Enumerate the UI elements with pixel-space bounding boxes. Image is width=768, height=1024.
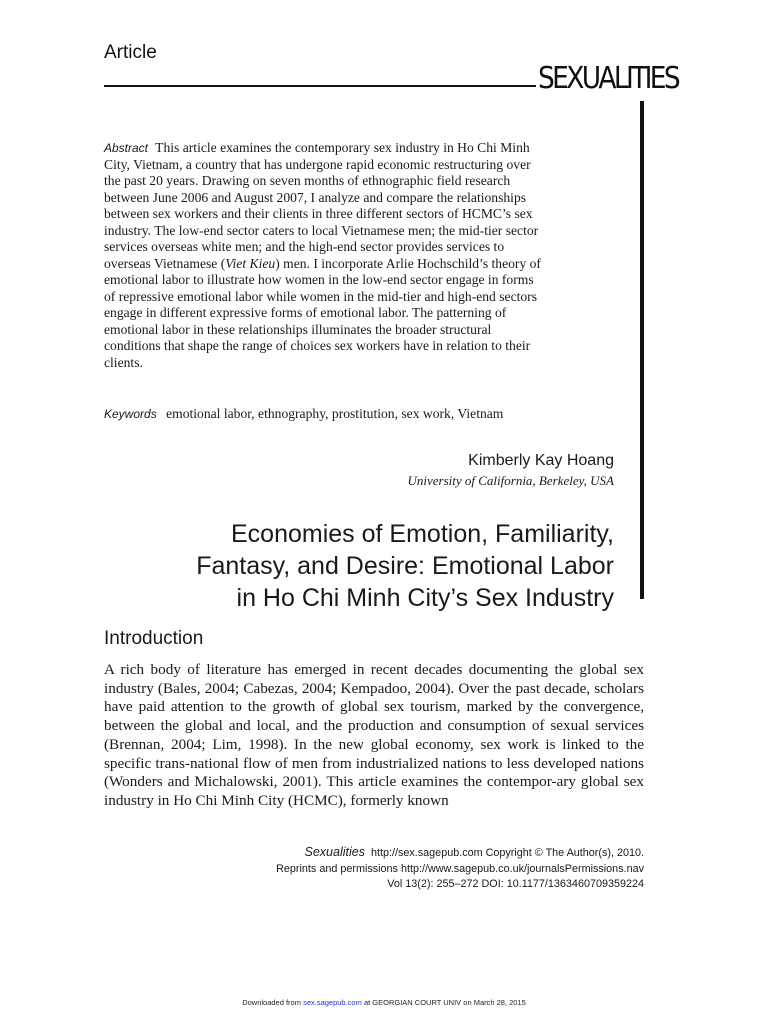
citation-line: Vol 13(2): 255–272 DOI: 10.1177/1363460709359224 xyxy=(387,878,644,890)
citation-journal: Sexualities xyxy=(304,845,365,859)
footer-prefix: Downloaded from xyxy=(242,998,304,1007)
citation-line: http://sex.sagepub.com Copyright © The Author(s), 2010. xyxy=(370,847,644,859)
introduction-body: A rich body of literature has emerged in recent decades documenting the global sex industry (Bales, 2004; Cabezas, 2004; Kempadoo, 2004). Over the past decade, scholars have paid attention to the growth of global sex tourism, marked by the convergence, between the global and local, and the production and consumption of sexual services (Brennan, 2004; Lim, 1998). In the new global economy, sex work is linked to the specific trans-national flow of men from industrialized nations to less developed nations (Wonders and Michalowski, 2001). This article examines the contempor-ary global sex industry in Ho Chi Minh City (HCMC), formerly known xyxy=(104,661,644,809)
abstract-text: This article examines the contemporary sex industry in Ho Chi Minh City, Vietnam, a country that has undergone rapid economic restructuring over the past 20 years. Drawing on seven months of ethnographic field research between June 2006 and August 2007, I analyze and compare the relationships between sex workers and their clients in three different sectors of HCMC’s sex industry. The low-end sector caters to local Vietnamese men; the mid-tier sector services overseas white men; and the high-end sector provides services to overseas Vietnamese ( xyxy=(104,140,539,271)
keywords xyxy=(104,406,544,423)
journal-logo xyxy=(536,50,686,102)
author-name: Kimberly Kay Hoang xyxy=(468,452,614,469)
author-affiliation: University of California, Berkeley, USA xyxy=(407,473,614,488)
abstract-label: Abstract xyxy=(104,141,149,155)
citation-line: Reprints and permissions http://www.sagepub.co.uk/journalsPermissions.nav xyxy=(276,862,644,875)
keywords-text: emotional labor, ethnography, prostitution, sex work, Vietnam xyxy=(166,406,504,421)
title-line: in Ho Chi Minh City’s Sex Industry xyxy=(236,584,614,612)
abstract-text-after: ) men. I incorporate Arlie Hochschild’s theory of emotional labor to illustrate how women in the low-end sector engage in forms of repressive emotional labor while women in the mid-tier and high-end sectors engage in different expressive forms of emotional labor. The patterning of emotional labor in these relationships illuminates the broader structural conditions that shape the range of choices sex workers have in relation to their clients. xyxy=(104,255,541,370)
introduction-heading: Introduction xyxy=(104,628,204,649)
section-label: Article xyxy=(104,42,157,63)
header-rule xyxy=(104,85,536,87)
title-line: Economies of Emotion, Familiarity, xyxy=(231,520,614,548)
footer-link[interactable]: sex.sagepub.com xyxy=(303,998,362,1007)
title-line: Fantasy, and Desire: Emotional Labor xyxy=(196,552,614,580)
keywords-label: Keywords xyxy=(104,407,157,421)
download-footer xyxy=(0,998,768,1007)
vertical-rule xyxy=(640,101,644,599)
article-title xyxy=(94,518,614,614)
citation-block xyxy=(276,845,644,893)
footer-suffix: at GEORGIAN COURT UNIV on March 28, 2015 xyxy=(361,998,526,1007)
abstract-italic-term: Viet Kieu xyxy=(225,255,276,271)
abstract xyxy=(104,140,544,371)
journal-logo-text: SEXUALITIES xyxy=(538,61,680,96)
